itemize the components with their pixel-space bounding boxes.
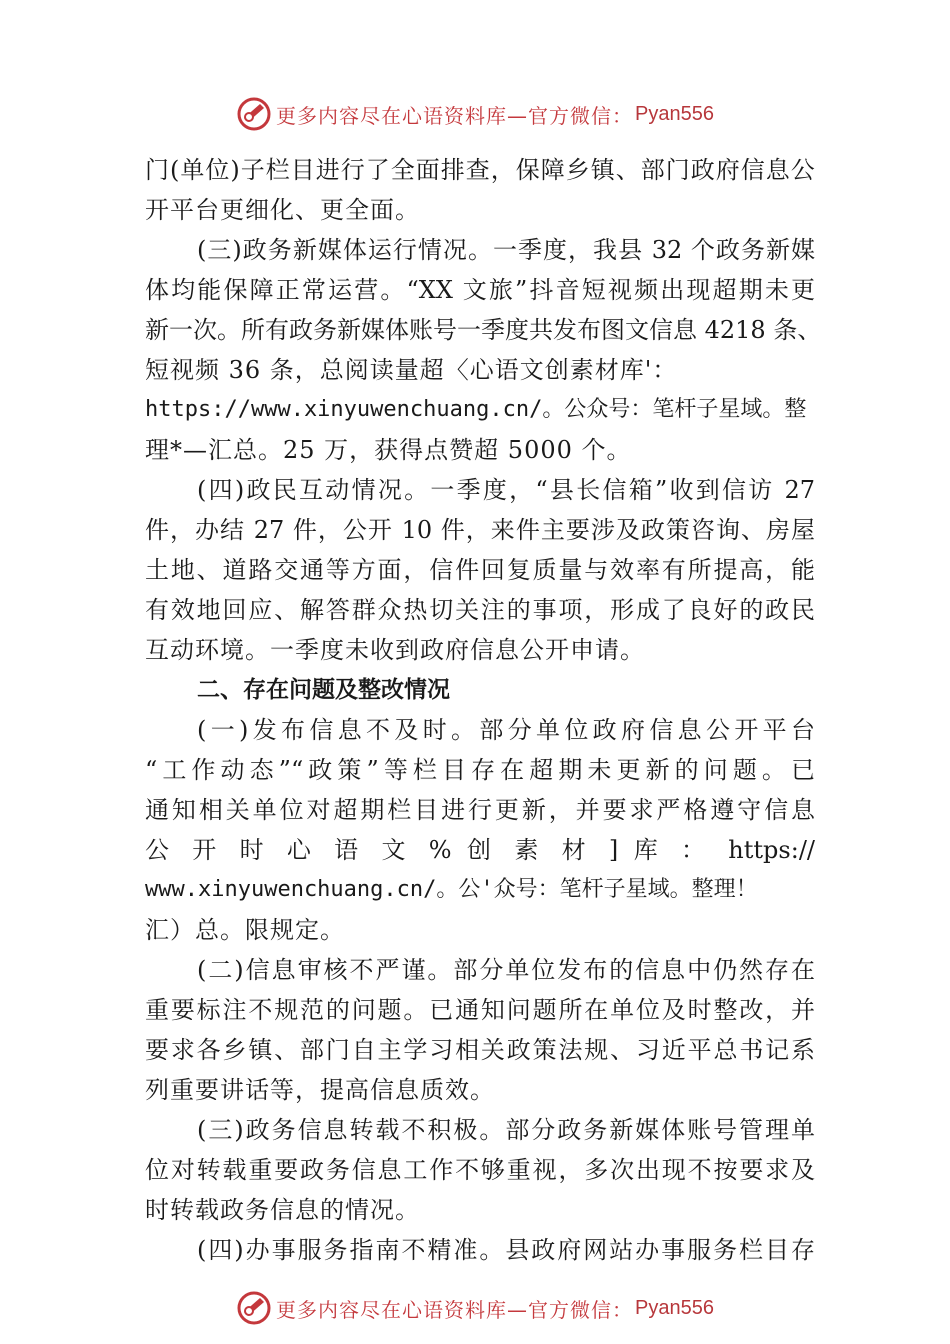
text-line: 开平台更细化、更全面。 [145,196,420,224]
text-line: (一)发布信息不及时。部分单位政府信息公开平台 [197,716,815,744]
text-line: 有效地回应、解答群众热切关注的事项，形成了良好的政民 [145,596,815,624]
text-line: (三)政务信息转载不积极。部分政务新媒体账号管理单 [197,1116,815,1144]
banner-text: 更多内容尽在心语资料库—官方微信： [276,1297,634,1322]
text-line: 门(单位)子栏目进行了全面排查，保障乡镇、部门政府信息公 [145,156,816,184]
document-body [145,150,822,1270]
text-line: 土地、道路交通等方面，信件回复质量与效率有所提高，能 [145,556,815,584]
brand-logo-icon [236,1290,272,1326]
text-line: https://www.xinyuwenchuang.cn/。公众号：笔杆子星域。整 [145,397,807,422]
text-line: (二)信息审核不严谨。部分单位发布的信息中仍然存在 [197,956,815,984]
text-line: 重要标注不规范的问题。已通知问题所在单位及时整改，并 [145,996,815,1024]
text-line: 公 开 时 心 语 文 % 创 素 材 ] 库 ： https:// [145,836,815,864]
text-line: (三)政务新媒体运行情况。一季度，我县 32 个政务新媒 [197,236,815,264]
text-line: 体均能保障正常运营。“XX 文旅”抖音短视频出现超期未更 [145,276,815,304]
text-line: 理*—汇总。25 万，获得点赞超 5000 个。 [145,436,632,464]
banner-text: 更多内容尽在心语资料库—官方微信： [276,103,634,128]
text-line: 列重要讲话等，提高信息质效。 [145,1076,495,1104]
text-line: 位对转载重要政务信息工作不够重视，多次出现不按要求及 [145,1156,815,1184]
text-line: 件，办结 27 件，公开 10 件，来件主要涉及政策咨询、房屋 [145,516,815,544]
section-heading: 二、存在问题及整改情况 [197,677,450,703]
text-line: 短视频 36 条，总阅读量超〈心语文创素材库'： [145,356,678,384]
text-line: 汇）总。限规定。 [145,916,345,944]
header-banner [0,92,950,136]
text-line: (四)政民互动情况。一季度，“县长信箱”收到信访 27 [197,476,815,504]
banner-contact: Pyan556 [635,102,714,125]
footer-banner [0,1286,950,1330]
text-line: 通知相关单位对超期栏目进行更新，并要求严格遵守信息 [145,796,815,824]
text-line: 要求各乡镇、部门自主学习相关政策法规、习近平总书记系 [145,1036,815,1064]
text-line: 时转载政务信息的情况。 [145,1196,420,1224]
text-line: 互动环境。一季度未收到政府信息公开申请。 [145,636,645,664]
text-line: 新一次。所有政务新媒体账号一季度共发布图文信息 4218 条、 [145,316,822,344]
banner-contact: Pyan556 [635,1296,714,1319]
brand-logo-icon [236,96,272,132]
text-line: “工作动态”“政策”等栏目存在超期未更新的问题。已 [145,756,815,784]
text-line: www.xinyuwenchuang.cn/。公'众号：笔杆子星域。整理！ [145,877,758,902]
text-line: (四)办事服务指南不精准。县政府网站办事服务栏目存 [197,1236,815,1264]
